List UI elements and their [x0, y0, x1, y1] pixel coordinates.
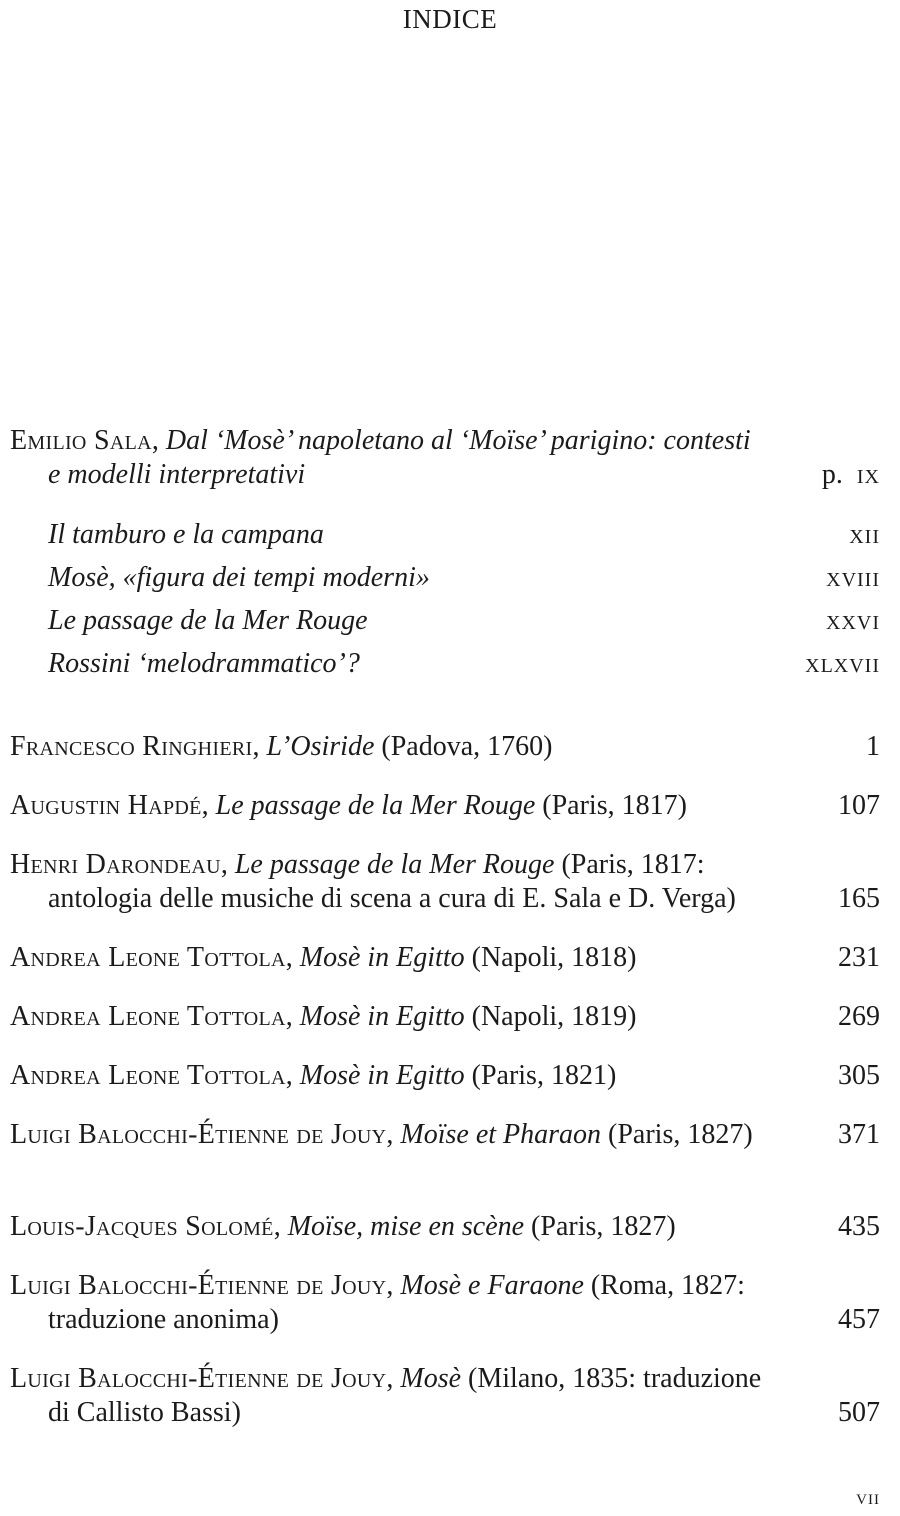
toc-title: Le passage de la Mer Rouge [215, 790, 536, 821]
toc-note: (Milano, 1835: traduzione di Callisto Bassi) [48, 1363, 762, 1428]
toc-page-number: 371 [838, 1119, 880, 1150]
toc-page-roman: ix [856, 459, 880, 490]
toc-entry[interactable]: Andrea Leone Tottola, Mosè in Egitto (Napoli, 1818) 231 [10, 942, 880, 973]
toc-note: (Padova, 1760) [381, 731, 553, 762]
toc-page-number: 507 [838, 1397, 880, 1428]
toc-page-number: 165 [838, 883, 880, 914]
toc-entry-intro[interactable] [10, 424, 880, 492]
toc-title: Moïse, mise en scène [287, 1211, 525, 1242]
toc-entry[interactable]: Francesco Ringhieri, L’Osiride (Padova, 1760) 1 [10, 731, 880, 762]
toc-entry[interactable]: Andrea Leone Tottola, Mosè in Egitto (Napoli, 1819) 269 [10, 1001, 880, 1032]
toc-author: Luigi Balocchi-Étienne de Jouy [10, 1119, 387, 1150]
toc-page-number: 1 [866, 731, 880, 762]
toc-entry[interactable]: Luigi Balocchi-Étienne de Jouy, Moïse et Pharaon (Paris, 1827) 371 [10, 1119, 880, 1150]
toc-title: Mosè e Faraone [400, 1270, 584, 1301]
toc-page-number: 269 [838, 1001, 880, 1032]
toc-subsection-title: Rossini ‘melodrammatico’? [48, 648, 360, 679]
toc-note: (Napoli, 1818) [471, 942, 637, 973]
toc-title: Le passage de la Mer Rouge [234, 849, 555, 880]
toc-note: (Paris, 1817) [542, 790, 687, 821]
toc-page-number: 107 [838, 790, 880, 821]
toc-author: Luigi Balocchi-Étienne de Jouy [10, 1363, 387, 1394]
toc-page-number: 231 [838, 942, 880, 973]
toc-subsection-title: Le passage de la Mer Rouge [48, 605, 368, 636]
toc-entry[interactable]: Luigi Balocchi-Étienne de Jouy, Mosè (Milano, 1835: traduzione di Callisto Bassi) 507 [10, 1363, 880, 1428]
toc-title: Moïse et Pharaon [400, 1119, 602, 1150]
toc-note: (Roma, 1827: traduzione anonima) [48, 1270, 745, 1335]
toc-subsection[interactable] [48, 561, 880, 595]
toc-note: (Paris, 1821) [471, 1060, 617, 1091]
toc-title: L’Osiride [266, 731, 375, 762]
toc-author: Augustin Hapdé [10, 790, 202, 821]
toc-entry[interactable]: Augustin Hapdé, Le passage de la Mer Rouge (Paris, 1817) 107 [10, 790, 880, 821]
toc-subsection[interactable] [48, 518, 880, 552]
toc-title: Mosè in Egitto [299, 942, 465, 973]
toc-author: Luigi Balocchi-Étienne de Jouy [10, 1270, 387, 1301]
toc-entry[interactable]: Louis-Jacques Solomé, Moïse, mise en scène (Paris, 1827) 435 [10, 1211, 880, 1242]
toc-author: Emilio Sala [10, 425, 152, 456]
toc-title: Mosè [400, 1363, 462, 1394]
toc-note: (Paris, 1817: antologia delle musiche di scena a cura di E. Sala e D. Verga) [48, 849, 736, 914]
toc-note: (Paris, 1827) [608, 1119, 753, 1150]
toc-author: Andrea Leone Tottola [10, 1001, 286, 1032]
toc-title: Dal ‘Mosè’ napoletano al ‘Moïse’ parigino: contesti e modelli interpretativi [48, 425, 751, 490]
toc-page-number: 435 [838, 1211, 880, 1242]
toc-author: Francesco Ringhieri [10, 731, 253, 762]
toc-page-number: xviii [826, 562, 880, 593]
toc-author: Louis-Jacques Solomé [10, 1211, 274, 1242]
page-folio: vii [856, 1484, 880, 1509]
page-title: INDICE [402, 4, 498, 34]
toc-subsection[interactable] [48, 604, 880, 638]
toc-subsection-title: Il tamburo e la campana [48, 519, 324, 550]
toc-page-number: 305 [838, 1060, 880, 1091]
toc-note: (Napoli, 1819) [471, 1001, 637, 1032]
toc-subsection-title: Mosè, «figura dei tempi moderni» [48, 562, 430, 593]
toc-page-number: xxvi [826, 605, 880, 636]
toc-entry[interactable]: Luigi Balocchi-Étienne de Jouy, Mosè e Faraone (Roma, 1827: traduzione anonima) 457 [10, 1270, 880, 1335]
toc-author: Andrea Leone Tottola [10, 1060, 286, 1091]
toc-title: Mosè in Egitto [299, 1001, 465, 1032]
toc-title: Mosè in Egitto [299, 1060, 465, 1091]
toc-author: Andrea Leone Tottola [10, 942, 286, 973]
toc-page-number: xlxvii [805, 648, 880, 679]
toc-subsection[interactable] [48, 647, 880, 681]
page-prefix: p. [821, 459, 843, 490]
toc-note: (Paris, 1827) [531, 1211, 676, 1242]
toc-page-number [822, 458, 880, 492]
toc-entry-text: Emilio Sala, Dal ‘Mosè’ napoletano al ‘Moïse’ parigino: contesti e modelli interpretativi [10, 425, 751, 490]
toc-entry[interactable]: Andrea Leone Tottola, Mosè in Egitto (Paris, 1821) 305 [10, 1060, 880, 1091]
toc-author: Henri Darondeau [10, 849, 221, 880]
toc-entry[interactable]: Henri Darondeau, Le passage de la Mer Rouge (Paris, 1817: antologia delle musiche di scena a cura di E. Sala e D. Verga) 165 [10, 849, 880, 914]
toc-page-number: 457 [838, 1304, 880, 1335]
toc-page-number: xii [849, 519, 880, 550]
